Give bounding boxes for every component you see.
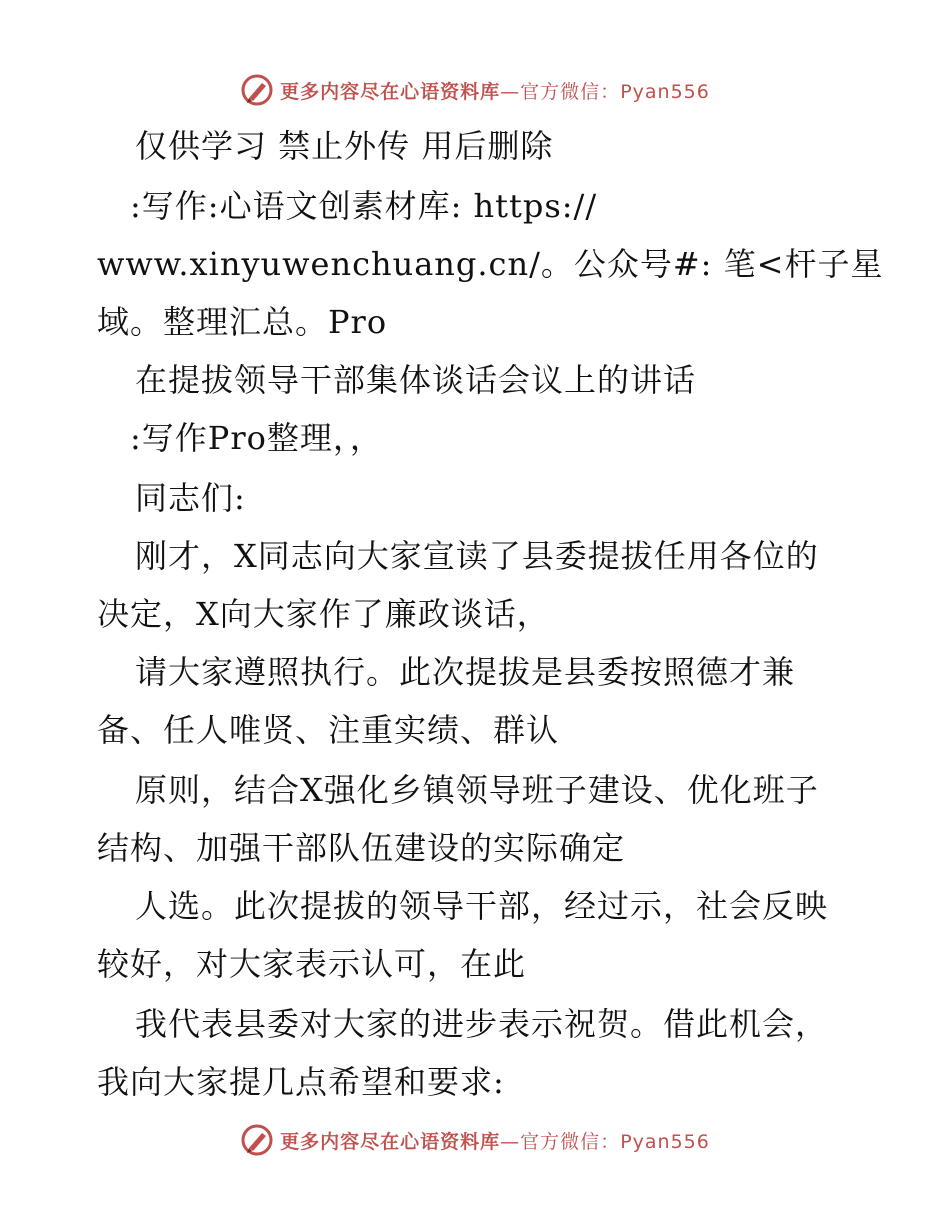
text-line: 结构、加强干部队伍建设的实际确定	[97, 829, 626, 867]
text-line: 我代表县委对大家的进步表示祝贺。借此机会，	[135, 1005, 829, 1043]
footer-banner-separator: —	[500, 1130, 521, 1153]
header-banner-main: 更多内容尽在心语资料库	[280, 80, 501, 103]
text-line: 原则，结合X强化乡镇领导班子建设、优化班子	[135, 771, 819, 809]
pen-logo-icon	[240, 73, 274, 107]
header-banner-text	[280, 77, 710, 104]
header-watermark-banner	[0, 70, 950, 110]
text-line: 域。整理汇总。Pro	[97, 303, 388, 341]
text-line: 在提拔领导干部集体谈话会议上的讲话	[135, 361, 697, 399]
text-line: :写作Pro整理，，	[130, 419, 383, 457]
header-banner-wechat-label: 官方微信：	[520, 80, 621, 103]
header-banner-separator: —	[500, 80, 521, 103]
text-line: 决定，X向大家作了廉政谈话，	[97, 595, 550, 633]
pen-logo-icon	[240, 1123, 274, 1157]
footer-banner-wechat-label: 官方微信：	[520, 1130, 621, 1153]
header-banner-wechat-id: Pyan556	[620, 80, 710, 103]
text-line: 我向大家提几点希望和要求:	[97, 1063, 505, 1101]
text-line: 备、任人唯贤、注重实绩、群认	[97, 711, 560, 749]
text-line: 人选。此次提拔的领导干部，经过示，社会反映	[135, 887, 829, 925]
text-line: 请大家遵照执行。此次提拔是县委按照德才兼	[135, 653, 796, 691]
text-line: www.xinyuwenchuang.cn/。公众号#: 笔<杆子星	[97, 245, 884, 283]
footer-banner-text	[280, 1127, 710, 1154]
text-line: 仅供学习 禁止外传 用后删除	[135, 127, 554, 165]
text-line: 刚才，X同志向大家宣读了县委提拔任用各位的	[135, 537, 819, 575]
footer-banner-wechat-id: Pyan556	[620, 1130, 710, 1153]
text-line: 较好，对大家表示认可，在此	[97, 945, 527, 983]
text-line: 同志们:	[135, 479, 246, 517]
text-line: :写作:心语文创素材库: https://	[130, 187, 598, 225]
footer-watermark-banner	[0, 1120, 950, 1160]
footer-banner-main: 更多内容尽在心语资料库	[280, 1130, 501, 1153]
